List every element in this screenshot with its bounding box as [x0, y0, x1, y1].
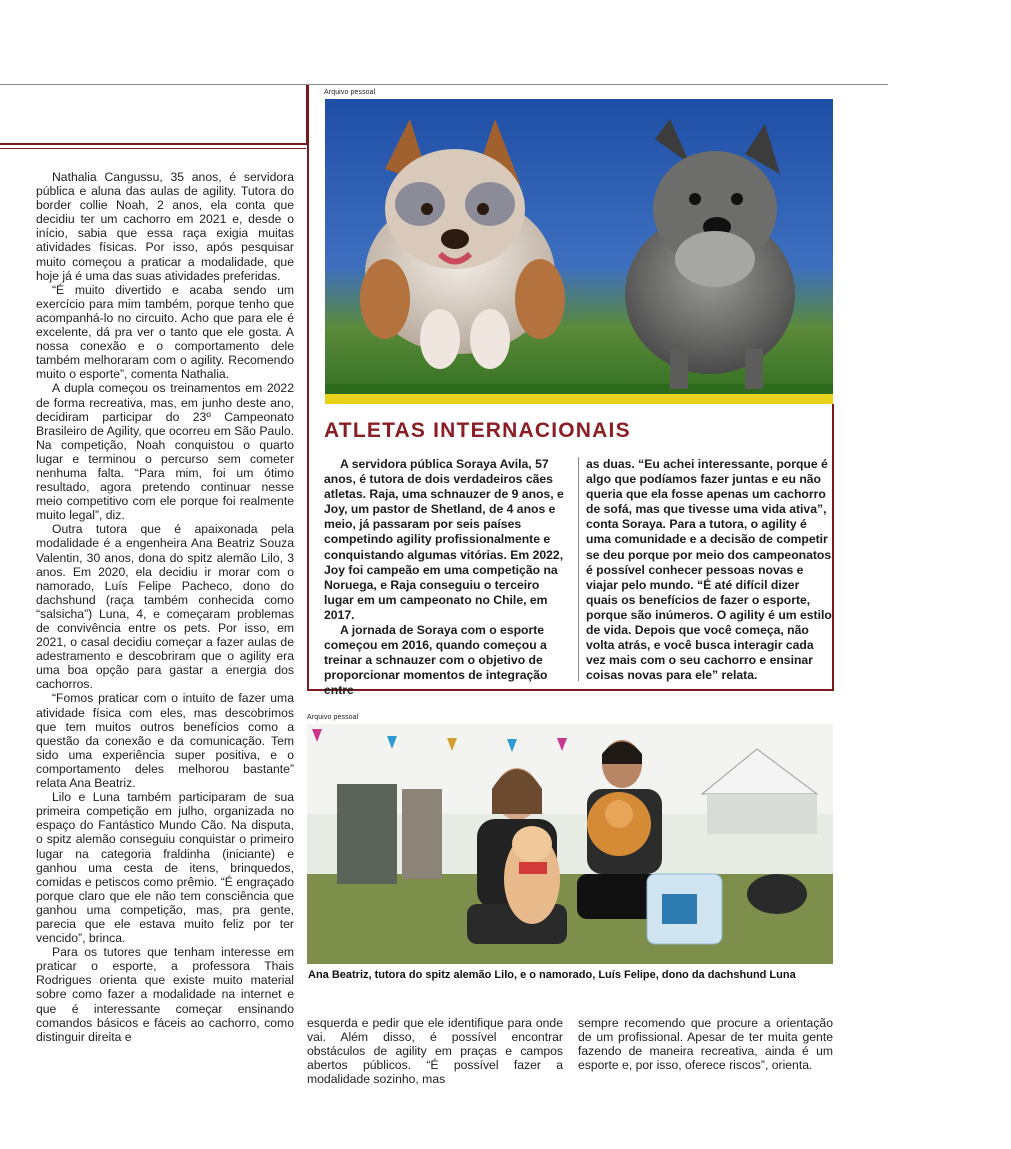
left-paragraph: A dupla começou os treinamentos em 2022 de forma recreativa, mas, em junho deste ano, decidiram participar do 23º Campeonato Brasileiro de Agility, que ocorreu em São Paulo. Na competição, Noah conquistou o quarto lugar e terminou o percurso sem cometer nenhuma falta. “Para mim, foi um ótimo resultado, agora pretendo continuar nesse meio competitivo com ele porque foi realmente muito legal”, diz. [36, 381, 294, 523]
left-paragraph: Para os tutores que tenham interesse em praticar o esporte, a professora Thais Rodrigues orienta que existe muito material sobre como fazer a modalidade na internet e que é interessante começar ensinando comandos básicos e fáceis ao cachorro, como distinguir direita e [36, 945, 294, 1044]
photo-caption: Ana Beatriz, tutora do spitz alemão Lilo, e o namorado, Luís Felipe, dono da dachshund Luna [308, 969, 796, 981]
sidebar-column-divider [578, 457, 579, 681]
sidebar-col-1 [324, 457, 570, 699]
photo-credit-bottom: Arquivo pessoal [307, 714, 359, 721]
dachshund-dog [504, 826, 560, 924]
bottom-col2-paragraph: sempre recomendo que procure a orientação de um profissional. Apesar de ter muita gente fazendo de maneira recreativa, ainda é um esporte e, por isso, oferece riscos”, orienta. [578, 1016, 833, 1073]
left-article-column [36, 170, 294, 1044]
sidebar-col1-paragraph: A servidora pública Soraya Avila, 57 anos, é tutora de dois verdadeiros cães atletas. Raja, uma schnauzer de 9 anos, e Joy, um pastor de Shetland, de 4 anos e meio, já passaram por seis países competindo agility profissionalmente e conquistando algumas vitórias. Em 2022, Joy foi campeão em uma competição na Noruega, e Raja conseguiu o terceiro lugar em um campeonato no Chile, em 2017. [324, 457, 564, 622]
couple-dogs-photo [307, 724, 833, 964]
sidebar-title: ATLETAS INTERNACIONAIS [324, 419, 631, 442]
left-header-box-inner-rule [0, 148, 306, 149]
couple-dogs-illustration [307, 724, 833, 964]
agility-dogs-photo [325, 99, 833, 404]
bottom-column-1 [307, 1016, 563, 1086]
sidebar-box-left-border [307, 85, 309, 691]
prize-basket [647, 874, 722, 944]
left-paragraph: Nathalia Cangussu, 35 anos, é servidora pública e aluna das aulas de agility. Tutora do border collie Noah, 2 anos, ela conta que decidiu ter um cachorro em 2021 e, desde o início, sabia que essa raça exigia muitas atividades físicas. Por isso, após pesquisar muito começou a praticar a modalidade, que hoje já é uma das suas atividades preferidas. [36, 170, 294, 283]
left-header-box [0, 85, 308, 145]
left-paragraph: Lilo e Luna também participaram de sua primeira competição em julho, organizada no espaço do Fantástico Mundo Cão. Na disputa, o spitz alemão conseguiu conquistar o primeiro lugar na categoria fraldinha (iniciante) e ganhou uma cesta de itens, brinquedos, comidas e petiscos como prêmio. “É engraçado porque claro que ele não tem consciência que ganhou uma competição, mas, pra gente, parecia que ele estava muito feliz por ter vencido”, brinca. [36, 790, 294, 946]
sidebar-col-2 [586, 457, 833, 683]
bottom-column-2 [578, 1016, 833, 1072]
bottom-col1-paragraph: esquerda e pedir que ele identifique para onde vai. Além disso, é possível encontrar obstáculos de agility em praças e campos abertos públicos. “É possível fazer a modalidade sozinho, mas [307, 1016, 563, 1087]
agility-dogs-illustration [325, 99, 833, 404]
sidebar-col1-paragraph: A jornada de Soraya com o esporte começou em 2016, quando começou a treinar a schnauzer com o objetivo de proporcionar momentos de integração entre [324, 623, 548, 698]
spitz-dog [587, 792, 651, 856]
sidebar-col2-paragraph: as duas. “Eu achei interessante, porque é algo que podíamos fazer juntas e eu não queria que ela fosse apenas um cachorro de sofá, mas que tivesse uma vida ativa”, conta Soraya. Para a tutora, o agility é uma comunidade e a decisão de competir se deu porque por meio dos campeonatos é possível conhecer pessoas novas e viajar pelo mundo. “É até difícil dizer quais os benefícios de fazer o esporte, porque são inúmeros. O agility é um estilo de vida. Depois que você começa, não volta atrás, e você busca interagir cada vez mais com o seu cachorro e ensinar coisas novas para ele” relata. [586, 457, 832, 683]
left-paragraph: Outra tutora que é apaixonada pela modalidade é a engenheira Ana Beatriz Souza Valentin, 30 anos, dona do spitz alemão Lilo, 3 anos. Em 2020, ela decidiu ir morar com o namorado, Luís Felipe Pacheco, dono do dachshund (raça também conhecida como “salsicha”) Luna, 4, e começaram problemas de convivência entre os pets. Por isso, em 2021, o casal decidiu começar a fazer aulas de adestramento e descobriram que o agility era uma boa opção para gastar a energia dos cachorros. [36, 522, 294, 692]
photo-credit-top: Arquivo pessoal [324, 89, 376, 96]
left-paragraph: “Fomos praticar com o intuito de fazer uma atividade física com eles, mas descobrimos que tem muitos outros benefícios como a questão da conexão e da comunicação. Tem sido uma experiência super positiva, e o comportamento deles melhorou bastante” relata Ana Beatriz. [36, 691, 294, 791]
left-paragraph: “É muito divertido e acaba sendo um exercício para mim também, porque tenho que acompanhá-lo no circuito. Acho que para ele é excelente, dá pra ver o tanto que ele gosta. A nossa conexão e o comportamento dele também melhoraram com o agility. Recomendo muito o esporte”, comenta Nathalia. [36, 282, 294, 382]
